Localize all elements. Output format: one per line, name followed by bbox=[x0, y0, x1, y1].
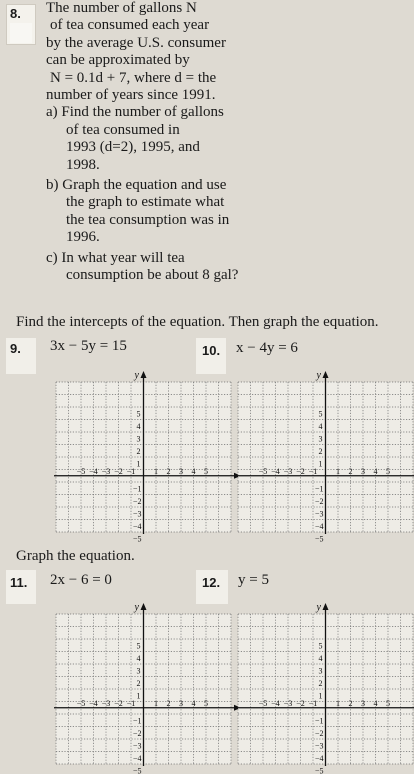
x-tick-label: −4 bbox=[271, 466, 280, 476]
x-tick-label: 3 bbox=[179, 466, 183, 476]
x-tick-label: −3 bbox=[101, 698, 111, 708]
problem-8-intro-line: can be approximated by bbox=[46, 52, 190, 69]
exercise-12-equation: y = 5 bbox=[238, 572, 269, 588]
x-tick-label: 3 bbox=[361, 466, 365, 476]
problem-8-part-b: the graph to estimate what bbox=[66, 194, 225, 211]
x-tick-label: −3 bbox=[101, 466, 111, 476]
x-tick-label: −5 bbox=[76, 466, 86, 476]
y-axis-arrow-icon bbox=[323, 371, 329, 378]
y-tick-label: −5 bbox=[314, 534, 324, 544]
y-tick-label: 3 bbox=[136, 666, 141, 676]
x-tick-label: 5 bbox=[386, 698, 390, 708]
problem-8-part-a: a) Find the number of gallons bbox=[46, 104, 224, 121]
x-tick-label: 1 bbox=[154, 698, 158, 708]
problem-8-text bbox=[46, 0, 274, 285]
y-tick-label: −3 bbox=[132, 509, 142, 519]
y-tick-label: 1 bbox=[318, 691, 323, 701]
y-tick-label: 3 bbox=[136, 434, 141, 444]
y-axis-label: y bbox=[316, 602, 321, 613]
y-tick-label: −5 bbox=[132, 766, 142, 774]
y-tick-label: −4 bbox=[314, 521, 324, 531]
y-tick-label: 5 bbox=[318, 409, 323, 419]
y-tick-label: −4 bbox=[132, 521, 142, 531]
section-heading-intercepts: Find the intercepts of the equation. Then graph the equation. bbox=[16, 314, 379, 330]
y-tick-label: 2 bbox=[318, 678, 323, 688]
x-tick-label: −2 bbox=[296, 466, 305, 476]
y-tick-label: −3 bbox=[314, 509, 324, 519]
problem-8-intro-line: N = 0.1d + 7, where d = the bbox=[50, 69, 217, 86]
problem-8-intro-line: The number of gallons N bbox=[46, 0, 197, 16]
x-tick-label: 2 bbox=[166, 466, 171, 476]
problem-8-part-b: 1996. bbox=[66, 229, 100, 246]
y-tick-label: −4 bbox=[132, 753, 142, 763]
x-tick-label: 2 bbox=[348, 466, 353, 476]
x-tick-label: −5 bbox=[76, 698, 86, 708]
problem-8-part-a: 1993 (d=2), 1995, and bbox=[66, 139, 200, 156]
x-tick-label: −1 bbox=[308, 698, 318, 708]
x-tick-label: 3 bbox=[361, 698, 365, 708]
y-axis-arrow-icon bbox=[141, 603, 147, 610]
exercise-9-equation: 3x − 5y = 15 bbox=[50, 338, 127, 354]
y-tick-label: 1 bbox=[318, 459, 323, 469]
y-tick-label: −4 bbox=[314, 753, 324, 763]
x-tick-label: 5 bbox=[204, 698, 208, 708]
x-tick-label: −5 bbox=[258, 698, 268, 708]
x-tick-label: 2 bbox=[166, 698, 171, 708]
problem-8-intro-line: number of years since 1991. bbox=[46, 87, 216, 104]
exercise-10-number: 10. bbox=[202, 343, 221, 358]
x-tick-label: 2 bbox=[348, 698, 353, 708]
y-tick-label: 4 bbox=[318, 421, 323, 431]
y-tick-label: −5 bbox=[132, 534, 142, 544]
y-tick-label: 2 bbox=[136, 678, 141, 688]
x-tick-label: 5 bbox=[386, 466, 390, 476]
y-tick-label: −1 bbox=[314, 716, 324, 726]
exercise-12-coordinate-grid bbox=[216, 598, 412, 774]
y-tick-label: −3 bbox=[132, 741, 142, 751]
x-tick-label: 3 bbox=[179, 698, 183, 708]
exercise-11-coordinate-grid bbox=[34, 598, 230, 774]
problem-8-part-c: c) In what year will tea bbox=[46, 249, 185, 266]
problem-8-intro-line: of tea consumed each year bbox=[50, 17, 210, 34]
y-axis-label: y bbox=[134, 370, 139, 381]
x-tick-label: −3 bbox=[283, 698, 293, 708]
problem-8-intro-line: by the average U.S. consumer bbox=[46, 34, 226, 51]
x-tick-label: 1 bbox=[336, 466, 340, 476]
x-tick-label: 4 bbox=[191, 698, 196, 708]
y-tick-label: 4 bbox=[136, 653, 141, 663]
x-tick-label: 1 bbox=[336, 698, 340, 708]
y-tick-label: −2 bbox=[132, 496, 142, 506]
problem-8-part-b: the tea consumption was in bbox=[66, 211, 230, 228]
problem-8-part-b: b) Graph the equation and use bbox=[46, 177, 227, 194]
exercise-12-number: 12. bbox=[202, 575, 221, 590]
y-tick-label: −5 bbox=[314, 766, 324, 774]
y-tick-label: 2 bbox=[318, 446, 323, 456]
x-tick-label: 4 bbox=[191, 466, 196, 476]
y-tick-label: 4 bbox=[318, 653, 323, 663]
x-tick-label: 5 bbox=[204, 466, 208, 476]
x-tick-label: −3 bbox=[283, 466, 293, 476]
y-tick-label: −1 bbox=[132, 484, 142, 494]
y-tick-label: 1 bbox=[136, 691, 141, 701]
x-tick-label: −2 bbox=[114, 698, 123, 708]
y-tick-label: −2 bbox=[314, 728, 324, 738]
x-tick-label: −4 bbox=[89, 466, 98, 476]
exercise-9-number: 9. bbox=[10, 341, 21, 356]
x-tick-label: 1 bbox=[154, 466, 158, 476]
y-tick-label: 1 bbox=[136, 459, 141, 469]
y-tick-label: 5 bbox=[318, 641, 323, 651]
section-heading-graph: Graph the equation. bbox=[16, 548, 135, 564]
exercise-11-equation: 2x − 6 = 0 bbox=[50, 572, 112, 588]
y-axis-label: y bbox=[134, 602, 139, 613]
x-tick-label: 4 bbox=[373, 698, 378, 708]
y-tick-label: −1 bbox=[314, 484, 324, 494]
x-tick-label: −1 bbox=[308, 466, 318, 476]
x-tick-label: 4 bbox=[373, 466, 378, 476]
exercise-11-number: 11. bbox=[10, 575, 28, 590]
y-tick-label: 3 bbox=[318, 434, 323, 444]
y-tick-label: −3 bbox=[314, 741, 324, 751]
exercise-10-coordinate-grid bbox=[216, 366, 412, 544]
y-tick-label: −1 bbox=[132, 716, 142, 726]
y-tick-label: 5 bbox=[136, 641, 141, 651]
y-axis-label: y bbox=[316, 370, 321, 381]
problem-8-part-c: consumption be about 8 gal? bbox=[66, 267, 239, 284]
x-tick-label: −4 bbox=[271, 698, 280, 708]
y-axis-arrow-icon bbox=[141, 371, 147, 378]
x-tick-label: −2 bbox=[296, 698, 305, 708]
problem-8-part-a: 1998. bbox=[66, 156, 100, 173]
x-tick-label: −5 bbox=[258, 466, 268, 476]
exercise-10-equation: x − 4y = 6 bbox=[236, 340, 298, 356]
x-tick-label: −1 bbox=[126, 698, 136, 708]
y-tick-label: 4 bbox=[136, 421, 141, 431]
x-tick-label: −1 bbox=[126, 466, 136, 476]
problem-8-number: 8. bbox=[6, 4, 36, 45]
y-tick-label: 3 bbox=[318, 666, 323, 676]
exercise-9-coordinate-grid bbox=[34, 366, 230, 544]
y-axis-arrow-icon bbox=[323, 603, 329, 610]
x-tick-label: −4 bbox=[89, 698, 98, 708]
y-tick-label: −2 bbox=[314, 496, 324, 506]
y-tick-label: 5 bbox=[136, 409, 141, 419]
problem-8-part-a: of tea consumed in bbox=[66, 121, 180, 138]
y-tick-label: −2 bbox=[132, 728, 142, 738]
y-tick-label: 2 bbox=[136, 446, 141, 456]
x-tick-label: −2 bbox=[114, 466, 123, 476]
